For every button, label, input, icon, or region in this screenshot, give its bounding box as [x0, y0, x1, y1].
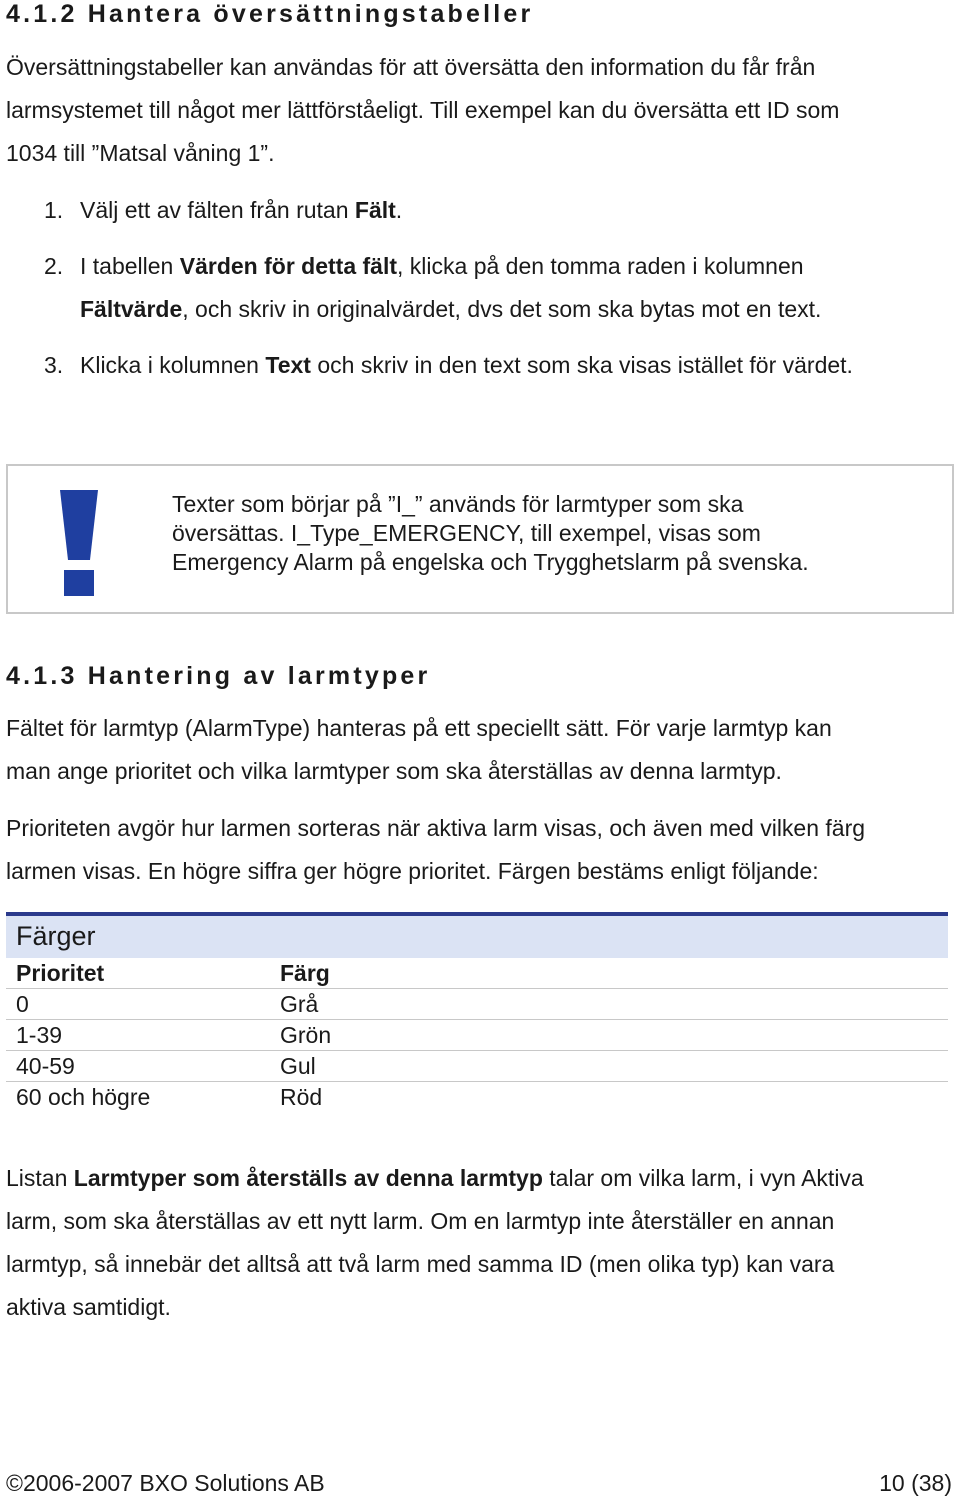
intro-line: larmsystemet till något mer lättförståeligt. Till exempel kan du översätta ett ID som [6, 97, 840, 123]
table-title-bar [6, 912, 948, 958]
colors-table [6, 912, 948, 1112]
intro-line: Översättningstabeller kan användas för att översätta den information du får från [6, 54, 816, 80]
cell-color: Röd [280, 1084, 323, 1110]
step-bold: Fält [354, 197, 396, 223]
step-text: I tabellen [80, 253, 180, 279]
table-title: Färger [16, 921, 96, 951]
note-text [172, 490, 932, 577]
cell-priority: 0 [16, 991, 29, 1017]
note-line: Texter som börjar på ”I_” används för larmtyper som ska [172, 491, 744, 517]
step-bold: Värden för detta fält [179, 253, 398, 279]
step-text: , klicka på den tomma raden i kolumnen [397, 253, 804, 279]
paragraph-line: Prioriteten avgör hur larmen sorteras när aktiva larm visas, och även med vilken färg [6, 815, 866, 841]
step-bold: Text [265, 352, 311, 378]
step-1 [44, 189, 924, 232]
step-bold: Fältvärde [80, 296, 183, 322]
step-text: Klicka i kolumnen [80, 352, 266, 378]
reset-list-paragraph [6, 1157, 951, 1329]
column-header-color: Färg [280, 960, 330, 986]
paragraph-line: larmen visas. En högre siffra ger högre prioritet. Färgen bestäms enligt följande: [6, 858, 819, 884]
exclamation-icon [18, 482, 140, 602]
paragraph-line: larmtyp, så innebär det alltså att två larm med samma ID (men olika typ) kan vara [6, 1251, 835, 1277]
table-header-row [6, 958, 948, 989]
step-number: 1. [44, 197, 64, 223]
step-number: 2. [44, 253, 64, 279]
intro-line: 1034 till ”Matsal våning 1”. [6, 140, 275, 166]
priority-paragraph [6, 807, 951, 893]
note-line: Emergency Alarm på engelska och Trygghetslarm på svenska. [172, 549, 809, 575]
paragraph-text: Listan [6, 1165, 74, 1191]
table-row [6, 1051, 948, 1082]
section-heading-412: 4.1.2 Hantera översättningstabeller [6, 0, 534, 28]
paragraph-line: man ange prioritet och vilka larmtyper som ska återställas av denna larmtyp. [6, 758, 782, 784]
paragraph-text: talar om vilka larm, i vyn Aktiva [542, 1165, 864, 1191]
cell-color: Grå [280, 991, 319, 1017]
step-3 [44, 344, 944, 387]
footer-page-number: 10 (38) [879, 1470, 952, 1496]
column-header-priority: Prioritet [16, 960, 105, 986]
section-heading-413: 4.1.3 Hantering av larmtyper [6, 662, 431, 690]
table-row [6, 989, 948, 1020]
paragraph-line: larm, som ska återställas av ett nytt larm. Om en larmtyp inte återställer en annan [6, 1208, 835, 1234]
note-line: översättas. I_Type_EMERGENCY, till exempel, visas som [172, 520, 761, 546]
step-text: , och skriv in originalvärdet, dvs det som ska bytas mot en text. [182, 296, 822, 322]
cell-priority: 40-59 [16, 1053, 75, 1079]
step-text: och skriv in den text som ska visas istället för värdet. [310, 352, 853, 378]
table-row [6, 1020, 948, 1051]
paragraph-line: Fältet för larmtyp (AlarmType) hanteras på ett speciellt sätt. För varje larmtyp kan [6, 715, 832, 741]
step-text: Välj ett av fälten från rutan [80, 197, 355, 223]
intro-paragraph [6, 46, 951, 175]
cell-color: Gul [280, 1053, 316, 1079]
cell-color: Grön [280, 1022, 332, 1048]
alarmtype-paragraph [6, 707, 951, 793]
paragraph-line: aktiva samtidigt. [6, 1294, 171, 1320]
paragraph-bold: Larmtyper som återställs av denna larmtyp [73, 1165, 543, 1191]
cell-priority: 1-39 [16, 1022, 63, 1048]
cell-priority: 60 och högre [16, 1084, 151, 1110]
step-number: 3. [44, 352, 64, 378]
step-text: . [395, 197, 403, 223]
footer-copyright: ©2006-2007 BXO Solutions AB [6, 1470, 325, 1496]
table-row [6, 1082, 948, 1112]
step-2 [44, 245, 924, 331]
